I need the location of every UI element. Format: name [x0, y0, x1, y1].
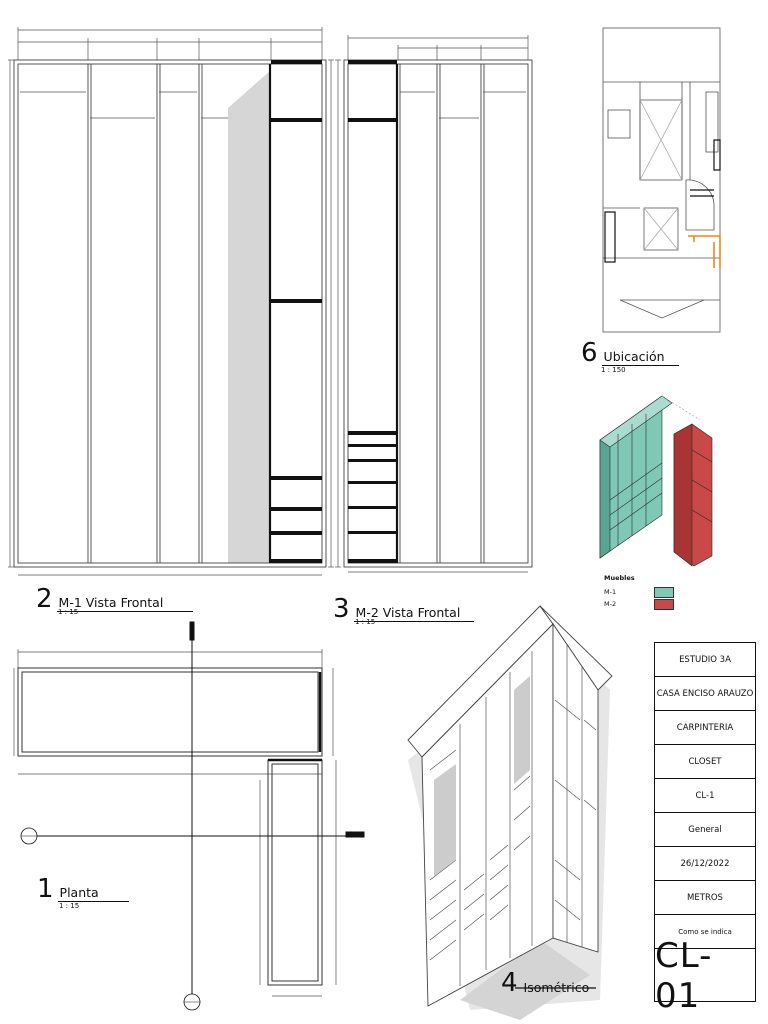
legend-item-m1 [604, 586, 674, 598]
tb-discipline-text: CARPINTERIA [676, 722, 734, 733]
tb-discipline [655, 711, 755, 745]
legend-label: M-1 [604, 588, 617, 596]
view-name: M-1 Vista Frontal [57, 595, 194, 612]
legend-swatch-m2 [654, 599, 674, 610]
furniture-legend [604, 574, 674, 610]
tb-code [655, 779, 755, 813]
legend-item-m2 [604, 598, 674, 610]
m2-cabinet [344, 60, 532, 567]
view-name: Planta [58, 885, 129, 902]
tb-type-text: General [688, 824, 722, 835]
tb-project [655, 677, 755, 711]
section-marker-left [21, 828, 37, 844]
view-number: 4 [501, 968, 518, 998]
view-scale: 1 : 150 [601, 366, 626, 374]
tb-note-text: Como se indica [678, 927, 732, 936]
view-title-ubicacion [581, 338, 679, 374]
tb-item [655, 745, 755, 779]
tb-studio [655, 643, 755, 677]
tb-project-text: CASA ENCISO ARAUZO [656, 688, 754, 699]
tb-date [655, 847, 755, 881]
view-name: Isométrico [523, 980, 590, 995]
view-title-m1 [36, 584, 193, 616]
section-lines [30, 622, 364, 1000]
tb-units [655, 881, 755, 915]
view-title-planta [37, 874, 129, 910]
view-scale: 1 : 15 [59, 902, 80, 910]
plan-view [14, 649, 336, 996]
plan-closet [18, 668, 322, 985]
legend-swatch-m1 [654, 587, 674, 598]
color-isometric [600, 396, 712, 566]
view-scale: 1 : 15 [355, 618, 376, 626]
tb-item-text: CLOSET [688, 756, 722, 767]
view-name: M-2 Vista Frontal [354, 605, 475, 622]
view-number: 1 [37, 874, 54, 904]
title-block [654, 642, 756, 1016]
view-title-iso [501, 970, 603, 996]
tb-studio-text: ESTUDIO 3A [679, 654, 731, 665]
view-number: 6 [581, 338, 598, 368]
tb-date-text: 26/12/2022 [680, 858, 730, 869]
view-title-m2 [333, 594, 474, 626]
location-details [605, 140, 720, 262]
m2-shelves [348, 60, 397, 563]
view-number: 3 [333, 594, 350, 624]
view-name: Ubicación [602, 349, 679, 366]
location-plan [603, 28, 720, 332]
legend-title: Muebles [604, 574, 635, 582]
isometric-view [408, 606, 612, 1020]
legend-label: M-2 [604, 600, 617, 608]
tb-note [655, 915, 755, 949]
m1-shadow [228, 70, 271, 563]
view-number: 2 [36, 584, 53, 614]
tb-code-text: CL-1 [695, 790, 715, 801]
location-closet-highlight [688, 236, 720, 268]
section-marker-bottom [184, 994, 200, 1010]
m2-front-elevation [335, 35, 528, 572]
m1-shelves [271, 60, 322, 563]
tb-sheet-number: CL-01 [655, 936, 713, 1016]
tb-units-text: METROS [687, 892, 723, 903]
view-scale: 1 : 15 [58, 608, 79, 616]
tb-type [655, 813, 755, 847]
m1-cabinet [14, 60, 326, 567]
